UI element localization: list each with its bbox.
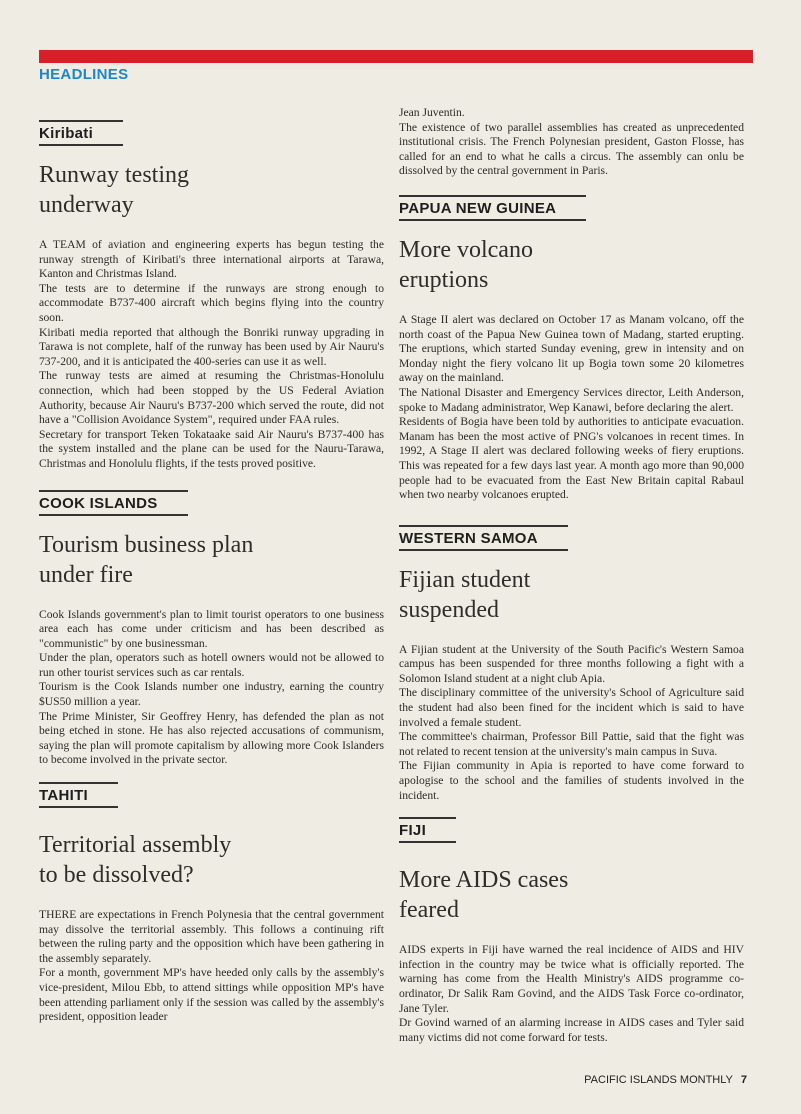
article-body	[39, 908, 384, 1025]
region-tag: COOK ISLANDS	[39, 490, 188, 516]
story-cook-islands	[39, 490, 384, 769]
left-column	[39, 120, 384, 1039]
paragraph: A Fijian student at the University of the South Pacific's Western Samoa campus has been suspended for three months following a fight with a Solomon Island student at a night club Apia.	[399, 642, 744, 685]
region-tag: FIJI	[399, 817, 456, 843]
top-red-bar	[39, 50, 753, 63]
article-body	[399, 943, 744, 1045]
publication-name: PACIFIC ISLANDS MONTHLY	[584, 1074, 733, 1086]
paragraph: Dr Govind warned of an alarming increase in AIDS cases and Tyler said many victims did not come forward for tests.	[399, 1016, 744, 1044]
article-body	[39, 238, 384, 472]
paragraph: Tourism is the Cook Islands number one industry, earning the country $US50 million a year.	[39, 680, 384, 709]
story-kiribati	[39, 120, 384, 472]
paragraph: The National Disaster and Emergency Services director, Leith Anderson, spoke to Madang administrator, Wep Kanawi, before declaring the alert.	[399, 385, 744, 414]
continued-text	[399, 106, 744, 179]
headline: Territorial assembly to be dissolved?	[39, 832, 232, 889]
paragraph: Residents of Bogia have been told by authorities to anticipate evacuation. Manam has been the most active of PNG's volcanoes in recent times. In 1992, A Stage II alert was declared following weeks of fiery eruptions. This was repeated for a few days last year. A month ago more than 90,000 people had to be evacuated from the East New Britain capital Rabaul when two nearby volcanoes erupted.	[399, 415, 744, 502]
article-body	[399, 313, 744, 503]
paragraph: A TEAM of aviation and engineering experts has begun testing the runway strength of Kiribati's three international airports at Tarawa, Kanton and Christmas Island.	[39, 238, 384, 281]
paragraph: The existence of two parallel assemblies has created as unprecedented institutional crisis. The French Polynesian president, Gaston Flosse, has called for an end to what he calls a circus. The assembly can onlu be dissolved by the central government in Paris.	[399, 120, 744, 178]
right-column	[399, 106, 744, 1059]
paragraph: Kiribati media reported that although the Bonriki runway upgrading in Tarawa is not complete, half of the runway has been used by Air Nauru's 737-200, and it is anticipated the 400-series can use it as well.	[39, 325, 384, 368]
paragraph: The runway tests are aimed at resuming the Christmas-Honolulu connection, which had been stopped by the US Federal Aviation Authority, because Air Nauru's B737-200 which served the route, did not have a "Collision Avoidance System", required under FAA rules.	[39, 369, 384, 427]
headline: Runway testing underway	[39, 162, 189, 218]
story-western-samoa	[399, 525, 744, 804]
region-tag: Kiribati	[39, 120, 123, 146]
headline: Tourism business plan under fire	[39, 531, 254, 588]
section-label: HEADLINES	[39, 66, 129, 83]
paragraph: Jean Juventin.	[399, 106, 465, 119]
paragraph: The disciplinary committee of the university's School of Agriculture said the student had also been fined for the incident which is said to have involved a female student.	[399, 686, 744, 729]
paragraph: Cook Islands government's plan to limit tourist operators to one business area each has come under criticism and has been described as "communistic" by one businessman.	[39, 607, 384, 650]
paragraph: The Prime Minister, Sir Geoffrey Henry, has defended the plan as not being etched in stone. He has also rejected accusations of communism, saying the plan will promote capitalism by allowing more Cook Islanders to become involved in the private sector.	[39, 709, 384, 767]
paragraph: The tests are to determine if the runways are strong enough to accommodate B737-400 aircraft which begins flying into the country soon.	[39, 281, 384, 324]
paragraph: AIDS experts in Fiji have warned the real incidence of AIDS and HIV infection in the country may be twice what is officially reported. The warning has come from the Health Ministry's AIDS programme co-ordinator, Dr Salik Ram Govind, and the AIDS Task Force co-ordinator, Jane Tyler.	[399, 943, 744, 1015]
region-tag: WESTERN SAMOA	[399, 525, 568, 551]
article-body	[399, 643, 744, 804]
paragraph: The Fijian community in Apia is reported to have come forward to apologise to the school and the families of students involved in the incident.	[399, 759, 744, 802]
article-body	[39, 608, 384, 769]
page-footer	[584, 1074, 747, 1086]
paragraph: Secretary for transport Teken Tokataake said Air Nauru's B737-400 has the system installed and the plane can be used for the Nauru-Tarawa, Christmas and Honolulu flights, if the tests proved positive.	[39, 427, 384, 470]
story-fiji	[399, 817, 744, 1045]
story-tahiti	[39, 782, 384, 1025]
headline: More AIDS cases feared	[399, 867, 569, 924]
page-number: 7	[740, 1074, 747, 1086]
story-papua-new-guinea	[399, 195, 744, 503]
paragraph: A Stage II alert was declared on October 17 as Manam volcano, off the north coast of the Papua New Guinea town of Madang, started erupting. The eruptions, which started Sunday evening, grew in intensity and on Monday night the fiery volcano lit up Bogia town some 20 kilometres away on the mainland.	[399, 312, 744, 385]
region-tag: PAPUA NEW GUINEA	[399, 195, 586, 221]
paragraph: The committee's chairman, Professor Bill Pattie, said that the fight was not related to recent tension at the university's main campus in Suva.	[399, 730, 744, 758]
paragraph: Under the plan, operators such as hotell owners would not be allowed to run other tourist services such as car rentals.	[39, 651, 384, 679]
region-tag: TAHITI	[39, 782, 118, 808]
paragraph: THERE are expectations in French Polynesia that the central government may dissolve the territorial assembly. This follows a continuing rift between the ruling party and the opposition which have been gathering in the assembly separately.	[39, 908, 384, 965]
headline: More volcano eruptions	[399, 236, 533, 293]
paragraph: For a month, government MP's have heeded only calls by the assembly's vice-president, Milou Ebb, to attend sittings while opposition MP's have been attending parliament only if the session was called by the assembly's president, opposition leader	[39, 966, 384, 1024]
headline: Fijian student suspended	[399, 566, 531, 623]
